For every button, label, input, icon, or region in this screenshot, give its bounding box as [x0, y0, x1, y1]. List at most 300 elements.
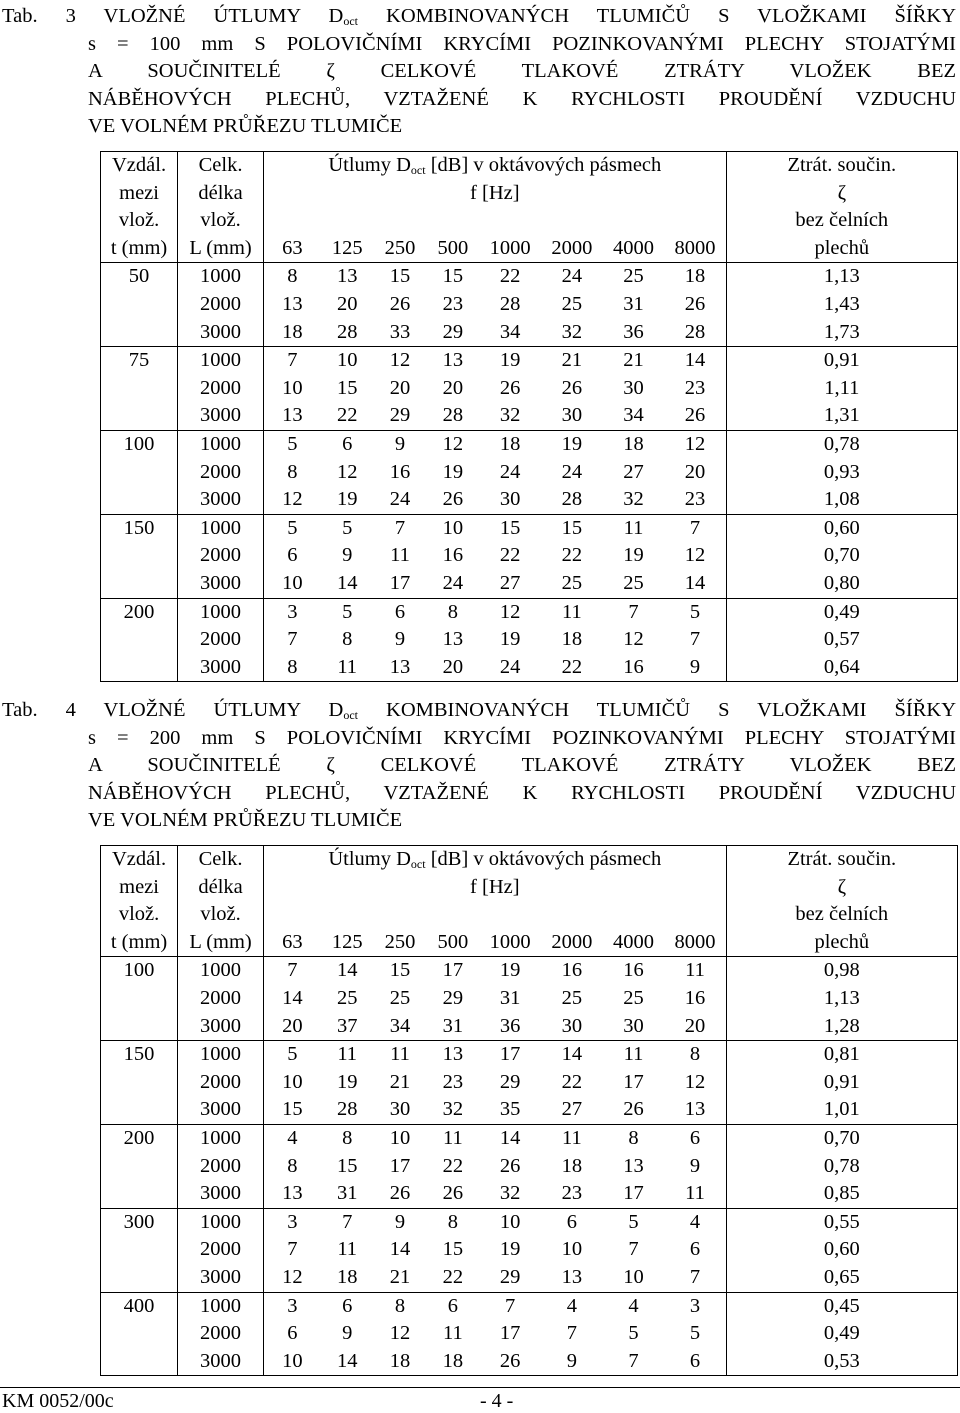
header-frequency: 125: [321, 235, 374, 263]
attenuation-cell: 29: [499, 1070, 521, 1093]
attenuation-cell: 9: [664, 654, 726, 682]
header-frequency: 2000: [541, 929, 603, 957]
attenuation-cell: 11: [321, 654, 374, 682]
header-frequency: 500: [426, 929, 479, 957]
attenuation-cell: 21: [623, 349, 644, 372]
attenuation-cell: 12: [389, 1322, 411, 1345]
header-spacing: mezi: [101, 874, 178, 902]
loss-coefficient-cell: 1,01: [726, 1096, 957, 1124]
attenuation-cell: 17: [603, 1180, 665, 1208]
attenuation-cell: 21: [389, 1070, 411, 1093]
attenuation-cell: 15: [442, 1238, 464, 1261]
length-cell: 2000: [178, 459, 264, 487]
header-row: [101, 180, 958, 208]
attenuation-cell: 15: [336, 1154, 358, 1177]
attenuation-cell: 3: [287, 1294, 298, 1317]
attenuation-cell: 25: [389, 986, 411, 1009]
attenuation-cell: 3: [287, 1210, 298, 1233]
header-frequency: 1000: [479, 235, 541, 263]
table-row: [101, 1096, 958, 1124]
header-row: [101, 152, 958, 180]
loss-coefficient-cell: 0,49: [726, 598, 957, 626]
caption-line1: Tab. 3 VLOŽNÉ ÚTLUMY $D_{oct}$ KOMBINOVANÝCH TLUMIČŮ S VLOŽKAMI ŠÍŘKY: [2, 5, 957, 28]
attenuation-cell: 26: [603, 1096, 665, 1124]
attenuation-cell: 28: [664, 319, 726, 347]
attenuation-cell: 19: [499, 1238, 521, 1261]
attenuation-cell: 25: [561, 292, 583, 315]
attenuation-cell: 18: [561, 1154, 583, 1177]
length-cell: 1000: [178, 514, 264, 542]
attenuation-cell: 11: [337, 1238, 358, 1261]
attenuation-cell: 5: [287, 1043, 298, 1066]
attenuation-cell: 15: [264, 1096, 321, 1124]
loss-coefficient-cell: 1,08: [726, 486, 957, 514]
attenuation-cell: 34: [374, 1013, 427, 1041]
attenuation-cell: 15: [336, 376, 358, 399]
attenuation-cell: 14: [321, 570, 374, 598]
attenuation-cell: 6: [664, 1236, 726, 1264]
attenuation-cell: 16: [623, 959, 644, 982]
loss-coefficient-cell: 0,91: [726, 1069, 957, 1097]
attenuation-cell: 22: [561, 1070, 583, 1093]
length-cell: 2000: [178, 291, 264, 319]
attenuation-cell: 12: [664, 1069, 726, 1097]
spacing-cell: 150: [101, 1041, 178, 1125]
header-frequency-label: f [Hz]: [264, 874, 727, 902]
table-row: [101, 654, 958, 682]
attenuation-cell: 18: [426, 1348, 479, 1376]
attenuation-cell: 7: [628, 600, 639, 623]
table-row: [101, 375, 958, 403]
attenuation-cell: 12: [623, 628, 644, 651]
attenuation-cell: 6: [566, 1210, 577, 1233]
attenuation-cell: 8: [342, 628, 353, 651]
attenuation-cell: 10: [442, 516, 464, 539]
attenuation-cell: 30: [623, 376, 644, 399]
attenuation-cell: 24: [561, 460, 583, 483]
footer-doc-code: KM 0052/00c: [2, 1390, 114, 1412]
attenuation-cell: 29: [479, 1264, 541, 1292]
loss-coefficient-cell: 0,57: [726, 626, 957, 654]
attenuation-cell: 4: [628, 1294, 639, 1317]
attenuation-cell: 28: [541, 486, 603, 514]
loss-coefficient-cell: 1,28: [726, 1013, 957, 1041]
attenuation-cell: 23: [442, 1070, 464, 1093]
attenuation-cell: 26: [561, 376, 583, 399]
attenuation-cell: 19: [499, 959, 521, 982]
attenuation-cell: 25: [623, 986, 644, 1009]
attenuation-cell: 12: [336, 460, 358, 483]
header-frequency: 4000: [603, 235, 665, 263]
length-cell: 1000: [178, 1292, 264, 1320]
attenuation-cell: 32: [603, 486, 665, 514]
attenuation-cell: 9: [394, 1210, 406, 1233]
spacing-cell: 100: [101, 957, 178, 1041]
attenuation-cell: 7: [287, 1238, 298, 1261]
table-row: [101, 598, 958, 626]
attenuation-cell: 11: [390, 1043, 410, 1066]
attenuation-cell: 8: [447, 600, 459, 623]
header-frequency: 500: [426, 235, 479, 263]
table-row: [101, 430, 958, 458]
attenuation-cell: 6: [664, 1348, 726, 1376]
attenuation-cell: 26: [479, 1348, 541, 1376]
caption-line3: A SOUČINITELÉ ζ CELKOVÉ TLAKOVÉ ZTRÁTY VLOŽEK BEZ: [88, 60, 956, 82]
attenuation-cell: 8: [287, 460, 298, 483]
attenuation-cell: 3: [287, 600, 298, 623]
attenuation-cell: 9: [342, 544, 353, 567]
loss-coefficient-cell: 1,31: [726, 402, 957, 430]
attenuation-cell: 17: [623, 1070, 644, 1093]
loss-coefficient-cell: 0,93: [726, 459, 957, 487]
table-row: [101, 1292, 958, 1320]
attenuation-cell: 4: [287, 1126, 298, 1149]
attenuation-cell: 23: [664, 375, 726, 403]
length-cell: 2000: [178, 1320, 264, 1348]
attenuation-cell: 14: [664, 347, 726, 375]
attenuation-cell: 23: [664, 486, 726, 514]
attenuation-cell: 8: [287, 1154, 298, 1177]
table-row: [101, 459, 958, 487]
loss-coefficient-cell: 0,98: [726, 957, 957, 985]
table-row: [101, 1041, 958, 1069]
table-row: [101, 985, 958, 1013]
table-row: [101, 1236, 958, 1264]
length-cell: 1000: [178, 263, 264, 291]
attenuation-cell: 7: [628, 1238, 639, 1261]
attenuation-cell: 7: [664, 514, 726, 542]
header-length: délka: [178, 874, 264, 902]
attenuation-cell: 13: [623, 1154, 644, 1177]
attenuation-cell: 20: [442, 376, 464, 399]
header-blank: [264, 207, 727, 235]
attenuation-cell: 31: [321, 1180, 374, 1208]
header-loss-coefficient: Ztrát. součin.: [726, 846, 957, 874]
loss-coefficient-cell: 0,60: [726, 1236, 957, 1264]
caption-line2: s = 100 mm S POLOVIČNÍMI KRYCÍMI POZINKOVANÝMI PLECHY STOJATÝMI: [88, 32, 956, 55]
attenuation-cell: 7: [664, 1264, 726, 1292]
header-spacing: Vzdál.: [101, 152, 178, 180]
header-frequency: 125: [321, 929, 374, 957]
attenuation-cell: 33: [374, 319, 427, 347]
header-loss-coefficient: bez čelních: [726, 901, 957, 929]
length-cell: 3000: [178, 570, 264, 598]
length-cell: 2000: [178, 375, 264, 403]
loss-coefficient-cell: 1,13: [726, 263, 957, 291]
table-row: [101, 1348, 958, 1376]
header-row: [101, 207, 958, 235]
table-row: [101, 347, 958, 375]
attenuation-cell: 25: [603, 570, 665, 598]
attenuation-cell: 14: [389, 1238, 411, 1261]
loss-coefficient-cell: 1,13: [726, 985, 957, 1013]
attenuation-cell: 6: [287, 544, 298, 567]
attenuation-cell: 7: [287, 628, 298, 651]
attenuation-cell: 30: [374, 1096, 427, 1124]
table-row: [101, 402, 958, 430]
attenuation-cell: 11: [561, 1126, 582, 1149]
attenuation-cell: 9: [394, 432, 406, 455]
length-cell: 1000: [178, 347, 264, 375]
caption-line2: s = 200 mm S POLOVIČNÍMI KRYCÍMI POZINKOVANÝMI PLECHY STOJATÝMI: [88, 726, 956, 749]
header-frequency-label: f [Hz]: [264, 180, 727, 208]
attenuation-cell: 26: [499, 376, 521, 399]
length-cell: 3000: [178, 1096, 264, 1124]
header-frequency: 8000: [664, 929, 726, 957]
attenuation-cell: 30: [541, 402, 603, 430]
attenuation-cell: 19: [321, 486, 374, 514]
attenuation-cell: 10: [336, 349, 358, 372]
caption-line5: VE VOLNÉM PRŮŘEZU TLUMIČE: [88, 809, 403, 831]
attenuation-cell: 13: [442, 349, 464, 372]
attenuation-cell: 19: [561, 432, 583, 455]
attenuation-cell: 8: [664, 1041, 726, 1069]
attenuation-cell: 4: [664, 1208, 726, 1236]
attenuation-cell: 36: [479, 1013, 541, 1041]
table-row: [101, 514, 958, 542]
attenuation-cell: 15: [442, 265, 464, 288]
table-row: [101, 1013, 958, 1041]
length-cell: 2000: [178, 626, 264, 654]
attenuation-cell: 22: [499, 265, 521, 288]
attenuation-cell: 27: [623, 460, 644, 483]
header-attenuation: Útlumy $D_{oct}$ [dB] v oktávových pásmech: [264, 846, 727, 874]
attenuation-cell: 12: [664, 542, 726, 570]
attenuation-cell: 20: [664, 459, 726, 487]
attenuation-cell: 14: [336, 959, 358, 982]
attenuation-cell: 23: [541, 1180, 603, 1208]
header-row: [101, 874, 958, 902]
length-cell: 3000: [178, 319, 264, 347]
attenuation-cell: 6: [394, 600, 406, 623]
attenuation-cell: 30: [603, 1013, 665, 1041]
table-row: [101, 626, 958, 654]
attenuation-cell: 16: [664, 985, 726, 1013]
attenuation-cell: 5: [287, 432, 298, 455]
attenuation-cell: 18: [374, 1348, 427, 1376]
attenuation-cell: 9: [342, 1322, 353, 1345]
loss-coefficient-cell: 0,85: [726, 1180, 957, 1208]
header-spacing: vlož.: [101, 901, 178, 929]
attenuation-cell: 11: [443, 1322, 463, 1345]
attenuation-cell: 11: [390, 544, 410, 567]
attenuation-cell: 24: [561, 265, 583, 288]
header-length: vlož.: [178, 207, 264, 235]
attenuation-cell: 19: [499, 628, 521, 651]
attenuation-cell: 24: [499, 460, 521, 483]
attenuation-cell: 10: [282, 376, 303, 399]
footer-page-number: - 4 -: [480, 1390, 514, 1412]
attenuation-cell: 24: [479, 654, 541, 682]
attenuation-cell: 13: [664, 1096, 726, 1124]
attenuation-cell: 20: [264, 1013, 321, 1041]
header-spacing: Vzdál.: [101, 846, 178, 874]
attenuation-cell: 15: [499, 516, 521, 539]
length-cell: 1000: [178, 1208, 264, 1236]
header-row: [101, 235, 958, 263]
attenuation-cell: 3: [664, 1292, 726, 1320]
attenuation-cell: 20: [664, 1013, 726, 1041]
attenuation-cell: 26: [664, 291, 726, 319]
loss-coefficient-cell: 0,65: [726, 1264, 957, 1292]
loss-coefficient-cell: 0,60: [726, 514, 957, 542]
attenuation-cell: 19: [499, 349, 521, 372]
loss-coefficient-cell: 0,70: [726, 1124, 957, 1152]
header-frequency: 4000: [603, 929, 665, 957]
table-row: [101, 1180, 958, 1208]
header-spacing: vlož.: [101, 207, 178, 235]
length-cell: 3000: [178, 654, 264, 682]
attenuation-cell: 8: [264, 654, 321, 682]
attenuation-cell: 16: [561, 959, 583, 982]
attenuation-cell: 15: [389, 959, 411, 982]
attenuation-cell: 26: [426, 486, 479, 514]
table-row: [101, 542, 958, 570]
attenuation-cell: 6: [664, 1124, 726, 1152]
attenuation-cell: 36: [603, 319, 665, 347]
attenuation-cell: 7: [287, 349, 298, 372]
attenuation-cell: 10: [282, 1070, 303, 1093]
attenuation-cell: 9: [664, 1153, 726, 1181]
attenuation-cell: 11: [623, 1043, 644, 1066]
table-row: [101, 957, 958, 985]
attenuation-cell: 10: [603, 1264, 665, 1292]
data-table-tab3: [100, 151, 958, 682]
header-spacing: t (mm): [101, 235, 178, 263]
attenuation-cell: 6: [447, 1294, 459, 1317]
attenuation-cell: 14: [282, 986, 303, 1009]
attenuation-cell: 8: [342, 1126, 353, 1149]
attenuation-cell: 13: [442, 628, 464, 651]
attenuation-cell: 6: [287, 1322, 298, 1345]
attenuation-cell: 5: [287, 516, 298, 539]
attenuation-cell: 16: [603, 654, 665, 682]
attenuation-cell: 5: [664, 1320, 726, 1348]
length-cell: 3000: [178, 486, 264, 514]
attenuation-cell: 8: [628, 1126, 639, 1149]
header-loss-coefficient: Ztrát. součin.: [726, 152, 957, 180]
attenuation-cell: 26: [426, 1180, 479, 1208]
attenuation-cell: 22: [321, 402, 374, 430]
header-blank: [264, 901, 727, 929]
attenuation-cell: 8: [394, 1294, 406, 1317]
attenuation-cell: 12: [499, 600, 521, 623]
spacing-cell: 75: [101, 347, 178, 431]
attenuation-cell: 23: [442, 292, 464, 315]
attenuation-cell: 22: [499, 544, 521, 567]
loss-coefficient-cell: 0,91: [726, 347, 957, 375]
loss-coefficient-cell: 1,11: [726, 375, 957, 403]
attenuation-cell: 24: [426, 570, 479, 598]
attenuation-cell: 31: [426, 1013, 479, 1041]
attenuation-cell: 18: [264, 319, 321, 347]
attenuation-cell: 18: [499, 432, 521, 455]
attenuation-cell: 22: [561, 544, 583, 567]
attenuation-cell: 7: [566, 1322, 577, 1345]
header-frequency: 8000: [664, 235, 726, 263]
attenuation-cell: 21: [374, 1264, 427, 1292]
attenuation-cell: 16: [389, 460, 411, 483]
attenuation-cell: 13: [264, 402, 321, 430]
table-row: [101, 319, 958, 347]
length-cell: 3000: [178, 1013, 264, 1041]
attenuation-cell: 17: [442, 959, 464, 982]
attenuation-cell: 15: [561, 516, 583, 539]
loss-coefficient-cell: 0,55: [726, 1208, 957, 1236]
attenuation-cell: 11: [443, 1126, 463, 1149]
attenuation-cell: 28: [321, 1096, 374, 1124]
table-row: [101, 1153, 958, 1181]
attenuation-cell: 5: [342, 600, 353, 623]
attenuation-cell: 7: [394, 516, 406, 539]
loss-coefficient-cell: 0,49: [726, 1320, 957, 1348]
attenuation-cell: 7: [603, 1348, 665, 1376]
header-row: [101, 929, 958, 957]
attenuation-cell: 26: [499, 1154, 521, 1177]
footer-rule: [0, 1387, 960, 1388]
attenuation-cell: 7: [287, 959, 298, 982]
attenuation-cell: 22: [442, 1154, 464, 1177]
attenuation-cell: 8: [287, 265, 298, 288]
attenuation-cell: 12: [442, 432, 464, 455]
attenuation-cell: 11: [561, 600, 582, 623]
header-spacing: mezi: [101, 180, 178, 208]
attenuation-cell: 32: [541, 319, 603, 347]
attenuation-cell: 18: [664, 263, 726, 291]
attenuation-cell: 12: [264, 1264, 321, 1292]
length-cell: 2000: [178, 1069, 264, 1097]
attenuation-cell: 30: [541, 1013, 603, 1041]
attenuation-cell: 26: [389, 292, 411, 315]
attenuation-cell: 5: [628, 1322, 639, 1345]
attenuation-cell: 26: [374, 1180, 427, 1208]
attenuation-cell: 25: [623, 265, 644, 288]
attenuation-cell: 28: [321, 319, 374, 347]
attenuation-cell: 18: [321, 1264, 374, 1292]
table-row: [101, 486, 958, 514]
spacing-cell: 50: [101, 263, 178, 347]
attenuation-cell: 17: [374, 570, 427, 598]
attenuation-cell: 32: [479, 402, 541, 430]
attenuation-cell: 22: [426, 1264, 479, 1292]
attenuation-cell: 17: [389, 1154, 411, 1177]
spacing-cell: 400: [101, 1292, 178, 1376]
attenuation-cell: 14: [321, 1348, 374, 1376]
header-length: Celk.: [178, 846, 264, 874]
attenuation-cell: 19: [623, 544, 644, 567]
length-cell: 3000: [178, 1348, 264, 1376]
header-length: Celk.: [178, 152, 264, 180]
caption-line4: NÁBĚHOVÝCH PLECHŮ, VZTAŽENÉ K RYCHLOSTI PROUDĚNÍ VZDUCHU: [88, 781, 956, 804]
attenuation-cell: 37: [321, 1013, 374, 1041]
attenuation-cell: 29: [442, 986, 464, 1009]
spacing-cell: 200: [101, 1124, 178, 1208]
attenuation-cell: 11: [664, 1180, 726, 1208]
attenuation-cell: 11: [337, 1043, 358, 1066]
attenuation-cell: 27: [541, 1096, 603, 1124]
attenuation-cell: 31: [623, 292, 644, 315]
attenuation-cell: 13: [541, 1264, 603, 1292]
loss-coefficient-cell: 0,78: [726, 430, 957, 458]
attenuation-cell: 6: [342, 1294, 353, 1317]
caption-line5: VE VOLNÉM PRŮŘEZU TLUMIČE: [88, 115, 403, 137]
header-frequency: 63: [264, 929, 321, 957]
attenuation-cell: 13: [282, 292, 303, 315]
spacing-cell: 150: [101, 514, 178, 598]
attenuation-cell: 14: [664, 570, 726, 598]
attenuation-cell: 25: [541, 570, 603, 598]
table-row: [101, 263, 958, 291]
